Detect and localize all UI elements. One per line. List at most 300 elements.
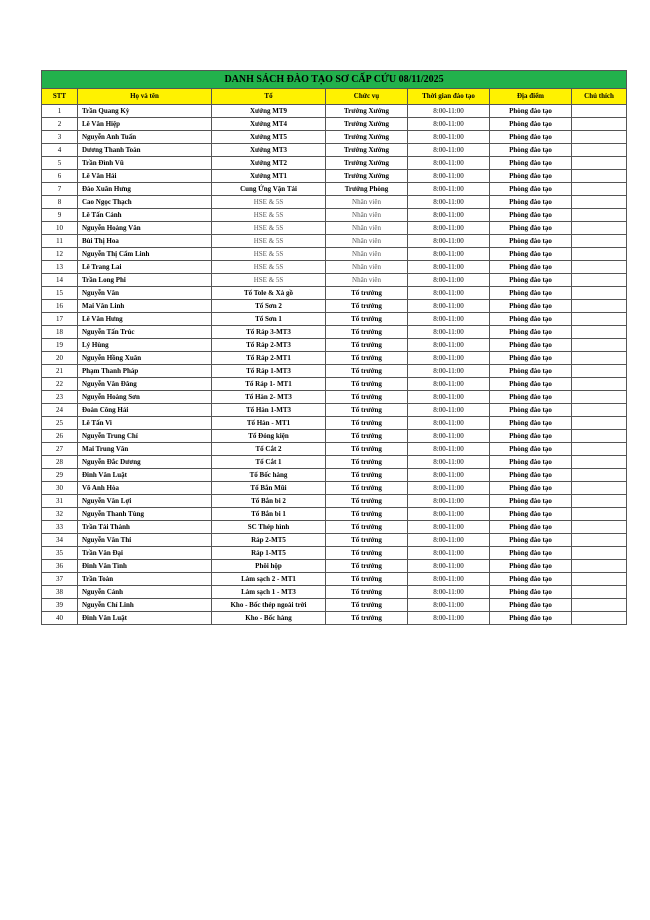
cell-team: HSE & 5S [212,261,326,274]
cell-note [572,235,627,248]
cell-name: Dương Thanh Toàn [78,144,212,157]
cell-note [572,495,627,508]
cell-team: Xưởng MT1 [212,170,326,183]
cell-team: Xưởng MT4 [212,118,326,131]
cell-name: Lê Văn Hải [78,170,212,183]
table-row [42,417,627,430]
cell-stt: 8 [42,196,78,209]
training-list-sheet [41,70,626,625]
cell-name: Nguyễn Văn Đăng [78,378,212,391]
cell-role: Tổ trưởng [326,586,408,599]
table-body [42,105,627,625]
cell-role: Tổ trưởng [326,378,408,391]
cell-team: HSE & 5S [212,222,326,235]
cell-note [572,417,627,430]
cell-role: Tổ trưởng [326,547,408,560]
cell-time: 8:00-11:00 [408,573,490,586]
cell-team: Tổ Hàn 2- MT3 [212,391,326,404]
cell-role: Tổ trưởng [326,313,408,326]
cell-team: Cung Ứng Vận Tải [212,183,326,196]
cell-team: Tổ Ráp 1- MT1 [212,378,326,391]
cell-time: 8:00-11:00 [408,287,490,300]
cell-note [572,274,627,287]
table-row [42,144,627,157]
cell-place: Phòng đào tạo [490,352,572,365]
cell-stt: 16 [42,300,78,313]
cell-place: Phòng đào tạo [490,261,572,274]
cell-stt: 26 [42,430,78,443]
cell-role: Tổ trưởng [326,521,408,534]
table-row [42,326,627,339]
cell-time: 8:00-11:00 [408,430,490,443]
header-stt: STT [42,89,78,105]
cell-stt: 34 [42,534,78,547]
cell-time: 8:00-11:00 [408,170,490,183]
table-row [42,118,627,131]
cell-stt: 17 [42,313,78,326]
cell-name: Trần Quang Kỳ [78,105,212,118]
cell-time: 8:00-11:00 [408,352,490,365]
cell-stt: 37 [42,573,78,586]
table-row [42,495,627,508]
header-place: Địa điểm [490,89,572,105]
cell-role: Tổ trưởng [326,287,408,300]
cell-role: Tổ trưởng [326,365,408,378]
cell-name: Nguyễn Thị Cẩm Linh [78,248,212,261]
cell-time: 8:00-11:00 [408,469,490,482]
cell-team: HSE & 5S [212,248,326,261]
cell-team: Tổ Tole & Xà gồ [212,287,326,300]
cell-note [572,313,627,326]
cell-time: 8:00-11:00 [408,534,490,547]
cell-time: 8:00-11:00 [408,261,490,274]
cell-team: Làm sạch 2 - MT1 [212,573,326,586]
cell-name: Nguyễn Hồng Xuân [78,352,212,365]
table-row [42,352,627,365]
table-row [42,391,627,404]
cell-name: Lê Văn Hiệp [78,118,212,131]
cell-note [572,157,627,170]
cell-note [572,560,627,573]
cell-stt: 9 [42,209,78,222]
header-note: Chú thích [572,89,627,105]
cell-place: Phòng đào tạo [490,300,572,313]
table-row [42,339,627,352]
cell-stt: 10 [42,222,78,235]
cell-time: 8:00-11:00 [408,391,490,404]
table-row [42,170,627,183]
cell-place: Phòng đào tạo [490,417,572,430]
cell-place: Phòng đào tạo [490,196,572,209]
table-row [42,482,627,495]
cell-note [572,378,627,391]
cell-place: Phòng đào tạo [490,573,572,586]
cell-role: Tổ trưởng [326,573,408,586]
table-row [42,612,627,625]
cell-team: Ráp 1-MT5 [212,547,326,560]
table-row [42,183,627,196]
cell-role: Tổ trưởng [326,443,408,456]
table-row [42,430,627,443]
cell-name: Nguyễn Đắc Dương [78,456,212,469]
cell-name: Nguyễn Cảnh [78,586,212,599]
cell-role: Tổ trưởng [326,417,408,430]
cell-role: Tổ trưởng [326,352,408,365]
cell-role: Trưởng Xưởng [326,131,408,144]
table-row [42,378,627,391]
cell-name: Trần Văn Đại [78,547,212,560]
cell-time: 8:00-11:00 [408,196,490,209]
cell-name: Nguyễn Văn [78,287,212,300]
cell-stt: 3 [42,131,78,144]
table-row [42,157,627,170]
cell-team: Tổ Sơn 2 [212,300,326,313]
cell-name: Nguyễn Tấn Trúc [78,326,212,339]
cell-stt: 27 [42,443,78,456]
cell-time: 8:00-11:00 [408,105,490,118]
cell-role: Tổ trưởng [326,391,408,404]
cell-role: Tổ trưởng [326,560,408,573]
cell-place: Phòng đào tạo [490,209,572,222]
cell-note [572,443,627,456]
cell-stt: 28 [42,456,78,469]
table-row [42,573,627,586]
cell-time: 8:00-11:00 [408,365,490,378]
cell-role: Trưởng Xưởng [326,118,408,131]
table-row [42,248,627,261]
cell-stt: 23 [42,391,78,404]
cell-team: SC Thép hình [212,521,326,534]
cell-place: Phòng đào tạo [490,339,572,352]
cell-name: Lý Hùng [78,339,212,352]
table-row [42,443,627,456]
cell-name: Trần Long Phi [78,274,212,287]
cell-stt: 6 [42,170,78,183]
cell-time: 8:00-11:00 [408,339,490,352]
cell-stt: 11 [42,235,78,248]
cell-stt: 4 [42,144,78,157]
cell-name: Trần Đình Vũ [78,157,212,170]
table-row [42,599,627,612]
table-row [42,196,627,209]
cell-time: 8:00-11:00 [408,144,490,157]
cell-note [572,222,627,235]
cell-role: Trưởng Xưởng [326,144,408,157]
cell-time: 8:00-11:00 [408,131,490,144]
cell-place: Phòng đào tạo [490,547,572,560]
cell-stt: 14 [42,274,78,287]
cell-team: Kho - Bốc hàng [212,612,326,625]
cell-team: Tổ Bắn bi 2 [212,495,326,508]
cell-role: Nhân viên [326,209,408,222]
cell-note [572,196,627,209]
cell-place: Phòng đào tạo [490,313,572,326]
cell-note [572,339,627,352]
cell-stt: 38 [42,586,78,599]
cell-note [572,261,627,274]
cell-stt: 36 [42,560,78,573]
cell-time: 8:00-11:00 [408,612,490,625]
cell-role: Trưởng Xưởng [326,170,408,183]
cell-time: 8:00-11:00 [408,560,490,573]
table-row [42,105,627,118]
header-name: Họ và tên [78,89,212,105]
cell-place: Phòng đào tạo [490,430,572,443]
cell-role: Tổ trưởng [326,404,408,417]
cell-place: Phòng đào tạo [490,482,572,495]
cell-stt: 35 [42,547,78,560]
cell-stt: 25 [42,417,78,430]
cell-place: Phòng đào tạo [490,378,572,391]
cell-role: Trưởng Phòng [326,183,408,196]
cell-team: Tổ Bắn Mũi [212,482,326,495]
cell-stt: 2 [42,118,78,131]
cell-time: 8:00-11:00 [408,209,490,222]
cell-stt: 1 [42,105,78,118]
cell-note [572,599,627,612]
cell-team: Xưởng MT9 [212,105,326,118]
cell-time: 8:00-11:00 [408,235,490,248]
cell-time: 8:00-11:00 [408,300,490,313]
cell-role: Tổ trưởng [326,508,408,521]
cell-team: Tổ Hàn - MT1 [212,417,326,430]
cell-team: Tổ Ráp 2-MT3 [212,339,326,352]
cell-stt: 13 [42,261,78,274]
cell-time: 8:00-11:00 [408,326,490,339]
cell-role: Tổ trưởng [326,469,408,482]
cell-role: Nhân viên [326,222,408,235]
cell-stt: 29 [42,469,78,482]
table-row [42,222,627,235]
cell-name: Nguyễn Anh Tuấn [78,131,212,144]
cell-name: Đào Xuân Hưng [78,183,212,196]
table-row [42,534,627,547]
cell-time: 8:00-11:00 [408,157,490,170]
cell-stt: 5 [42,157,78,170]
cell-place: Phòng đào tạo [490,248,572,261]
cell-team: Kho - Bốc thép ngoài trời [212,599,326,612]
cell-note [572,482,627,495]
table-row [42,261,627,274]
table-row [42,456,627,469]
table-row [42,274,627,287]
table-row [42,235,627,248]
cell-place: Phòng đào tạo [490,274,572,287]
cell-note [572,391,627,404]
cell-team: Tổ Bắn bi 1 [212,508,326,521]
cell-place: Phòng đào tạo [490,222,572,235]
cell-time: 8:00-11:00 [408,378,490,391]
table-row [42,131,627,144]
cell-name: Đinh Văn Luật [78,612,212,625]
cell-stt: 21 [42,365,78,378]
cell-place: Phòng đào tạo [490,365,572,378]
cell-role: Tổ trưởng [326,456,408,469]
cell-team: Tổ Ráp 1-MT3 [212,365,326,378]
cell-note [572,105,627,118]
cell-team: HSE & 5S [212,196,326,209]
cell-stt: 31 [42,495,78,508]
cell-time: 8:00-11:00 [408,508,490,521]
cell-note [572,456,627,469]
cell-note [572,209,627,222]
cell-note [572,352,627,365]
cell-note [572,547,627,560]
cell-name: Đinh Văn Luật [78,469,212,482]
cell-time: 8:00-11:00 [408,222,490,235]
cell-time: 8:00-11:00 [408,443,490,456]
cell-note [572,365,627,378]
cell-role: Tổ trưởng [326,534,408,547]
cell-time: 8:00-11:00 [408,482,490,495]
cell-note [572,586,627,599]
cell-name: Trần Tài Thành [78,521,212,534]
table-row [42,521,627,534]
cell-role: Tổ trưởng [326,482,408,495]
cell-note [572,183,627,196]
cell-place: Phòng đào tạo [490,131,572,144]
cell-role: Tổ trưởng [326,599,408,612]
cell-note [572,612,627,625]
cell-role: Trưởng Xưởng [326,105,408,118]
cell-time: 8:00-11:00 [408,586,490,599]
cell-name: Nguyễn Văn Thi [78,534,212,547]
cell-place: Phòng đào tạo [490,586,572,599]
cell-team: Làm sạch 1 - MT3 [212,586,326,599]
cell-stt: 18 [42,326,78,339]
cell-time: 8:00-11:00 [408,248,490,261]
cell-note [572,144,627,157]
cell-team: Tổ Đóng kiện [212,430,326,443]
cell-time: 8:00-11:00 [408,456,490,469]
cell-name: Mai Trung Văn [78,443,212,456]
cell-role: Tổ trưởng [326,612,408,625]
table-row [42,547,627,560]
cell-role: Nhân viên [326,235,408,248]
cell-stt: 32 [42,508,78,521]
cell-stt: 19 [42,339,78,352]
cell-time: 8:00-11:00 [408,495,490,508]
cell-stt: 39 [42,599,78,612]
cell-stt: 30 [42,482,78,495]
training-table [41,70,627,625]
cell-note [572,131,627,144]
cell-name: Nguyễn Hoàng Sơn [78,391,212,404]
cell-time: 8:00-11:00 [408,404,490,417]
cell-stt: 33 [42,521,78,534]
cell-role: Tổ trưởng [326,430,408,443]
cell-name: Phạm Thanh Pháp [78,365,212,378]
cell-place: Phòng đào tạo [490,157,572,170]
cell-place: Phòng đào tạo [490,560,572,573]
cell-name: Nguyễn Thanh Tùng [78,508,212,521]
cell-stt: 20 [42,352,78,365]
cell-name: Lê Tấn Cảnh [78,209,212,222]
table-row [42,287,627,300]
cell-time: 8:00-11:00 [408,183,490,196]
sheet-title: DANH SÁCH ĐÀO TẠO SƠ CẤP CỨU 08/11/2025 [42,71,627,89]
cell-stt: 7 [42,183,78,196]
cell-place: Phòng đào tạo [490,534,572,547]
cell-place: Phòng đào tạo [490,170,572,183]
cell-team: Phôi hộp [212,560,326,573]
cell-name: Nguyễn Văn Lợi [78,495,212,508]
cell-place: Phòng đào tạo [490,469,572,482]
table-row [42,560,627,573]
cell-place: Phòng đào tạo [490,495,572,508]
cell-team: Tổ Ráp 3-MT3 [212,326,326,339]
table-row [42,365,627,378]
cell-place: Phòng đào tạo [490,326,572,339]
cell-name: Nguyễn Trung Chí [78,430,212,443]
cell-team: Ráp 2-MT5 [212,534,326,547]
cell-name: Nguyễn Chí Linh [78,599,212,612]
cell-note [572,170,627,183]
cell-name: Võ Anh Hòa [78,482,212,495]
cell-time: 8:00-11:00 [408,521,490,534]
cell-name: Đoàn Công Hải [78,404,212,417]
cell-note [572,118,627,131]
cell-place: Phòng đào tạo [490,404,572,417]
table-row [42,313,627,326]
cell-team: Xưởng MT5 [212,131,326,144]
cell-place: Phòng đào tạo [490,521,572,534]
cell-place: Phòng đào tạo [490,287,572,300]
cell-place: Phòng đào tạo [490,183,572,196]
header-role: Chức vụ [326,89,408,105]
cell-stt: 12 [42,248,78,261]
cell-team: Tổ Cắt 1 [212,456,326,469]
cell-note [572,469,627,482]
cell-name: Bùi Thị Hoa [78,235,212,248]
cell-place: Phòng đào tạo [490,599,572,612]
cell-note [572,300,627,313]
cell-place: Phòng đào tạo [490,508,572,521]
table-row [42,300,627,313]
cell-team: HSE & 5S [212,209,326,222]
cell-time: 8:00-11:00 [408,118,490,131]
cell-name: Đinh Văn Tình [78,560,212,573]
cell-role: Tổ trưởng [326,495,408,508]
cell-place: Phòng đào tạo [490,391,572,404]
table-row [42,508,627,521]
cell-note [572,248,627,261]
cell-time: 8:00-11:00 [408,547,490,560]
cell-note [572,534,627,547]
cell-time: 8:00-11:00 [408,417,490,430]
cell-team: Tổ Ráp 2-MT1 [212,352,326,365]
cell-name: Nguyễn Hoàng Văn [78,222,212,235]
table-row [42,586,627,599]
cell-role: Nhân viên [326,196,408,209]
cell-team: HSE & 5S [212,235,326,248]
table-row [42,469,627,482]
cell-time: 8:00-11:00 [408,599,490,612]
cell-name: Lê Tấn Vi [78,417,212,430]
cell-team: Tổ Bốc hàng [212,469,326,482]
cell-note [572,508,627,521]
cell-name: Trần Toàn [78,573,212,586]
cell-name: Lê Văn Hưng [78,313,212,326]
cell-note [572,287,627,300]
cell-team: Tổ Hàn 1-MT3 [212,404,326,417]
cell-stt: 40 [42,612,78,625]
table-row [42,209,627,222]
table-row [42,404,627,417]
cell-note [572,430,627,443]
cell-note [572,521,627,534]
cell-role: Trưởng Xưởng [326,157,408,170]
